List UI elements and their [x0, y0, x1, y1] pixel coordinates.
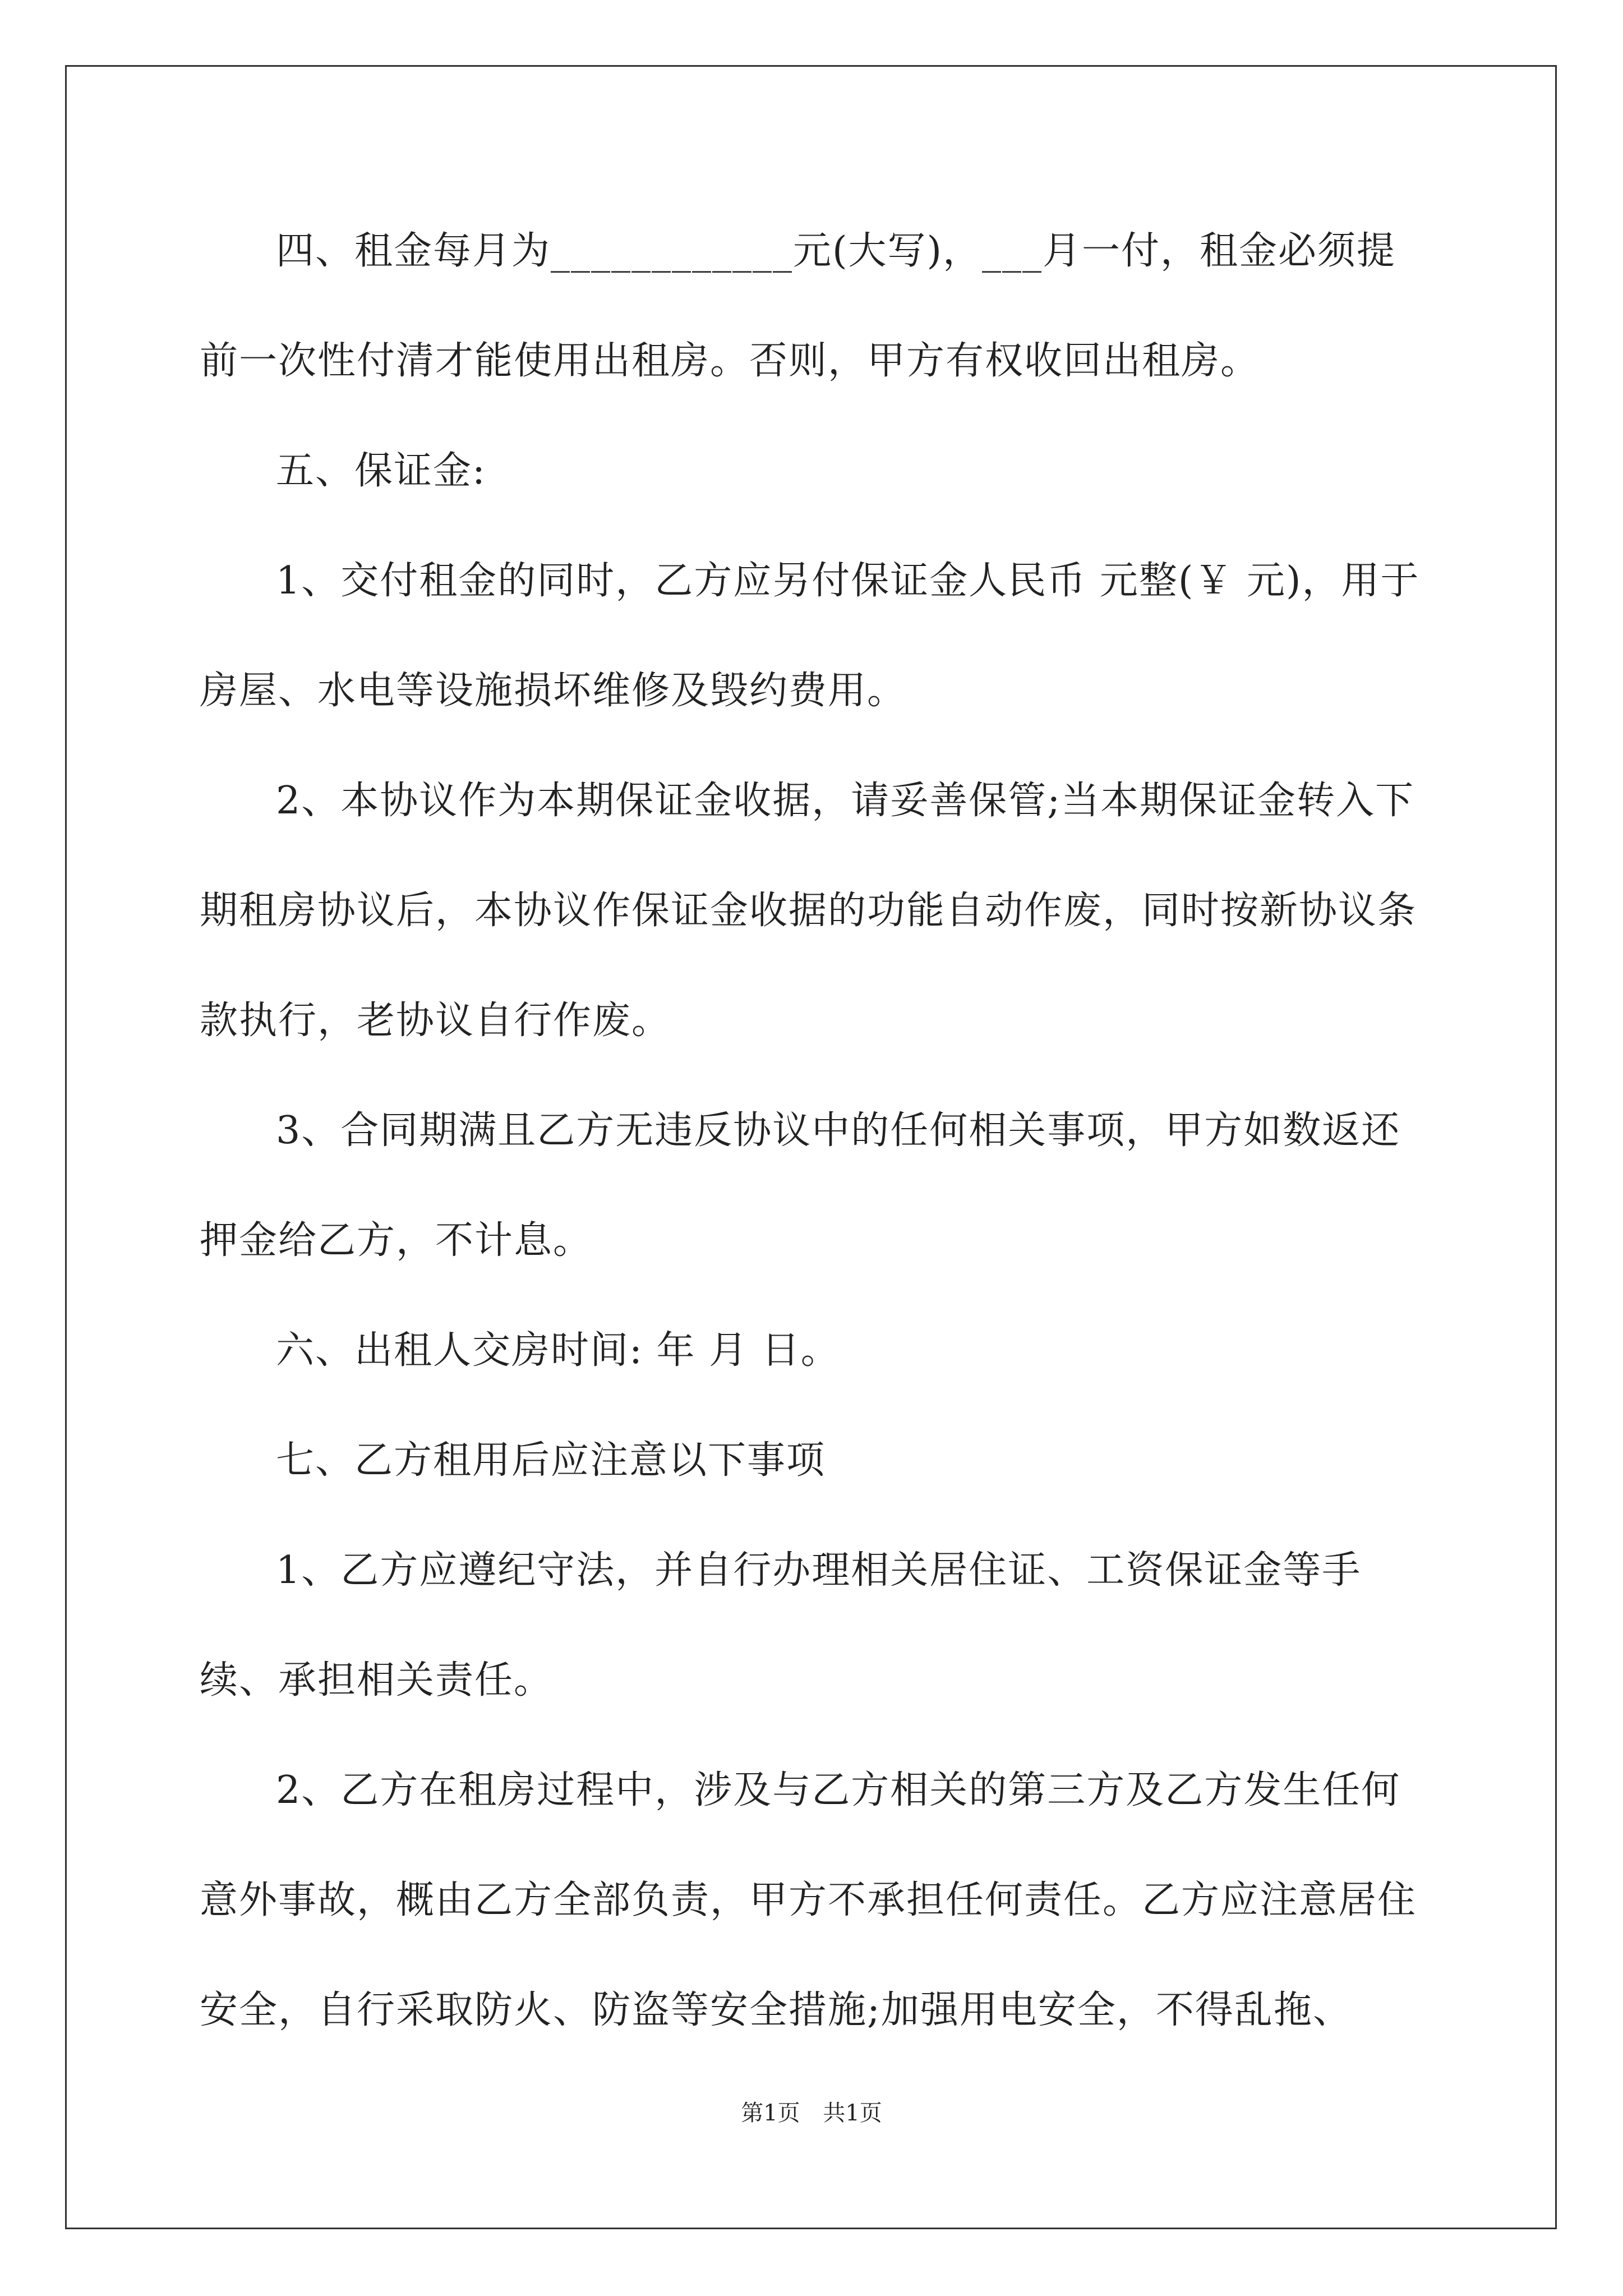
document-body [200, 196, 1428, 2065]
paragraph-tenant-notes-heading: 七、乙方租用后应注意以下事项 [276, 1438, 826, 1483]
paragraph-rent-amount: 四、租金每月为____________元(大写)，___月一付，租金必须提前一次性付清才能使用出租房。否则，甲方有权收回出租房。 [200, 229, 1396, 383]
paragraph-deposit-heading: 五、保证金: [276, 449, 486, 493]
paragraph-deposit-clause-3: 3、合同期满且乙方无违反协议中的任何相关事项，甲方如数返还押金给乙方，不计息。 [200, 1108, 1401, 1263]
paragraph-tenant-note-1: 1、乙方应遵纪守法，并自行办理相关居住证、工资保证金等手续、承担相关责任。 [200, 1548, 1362, 1703]
paragraph-deposit-clause-1: 1、交付租金的同时，乙方应另付保证金人民币 元整(￥ 元)，用于房屋、水电等设施损坏维修及毁约费用。 [200, 559, 1420, 713]
paragraph-deposit-clause-2: 2、本协议作为本期保证金收据，请妥善保管;当本期保证金转入下期租房协议后，本协议作保证金收据的功能自动作废，同时按新协议条款执行，老协议自行作废。 [200, 779, 1417, 1043]
page-footer [0, 2095, 1623, 2127]
paragraph-handover-date: 六、出租人交房时间: 年 月 日。 [276, 1328, 840, 1373]
page-total: 共1页 [823, 2100, 882, 2126]
paragraph-tenant-note-2: 2、乙方在租房过程中，涉及与乙方相关的第三方及乙方发生任何意外事故，概由乙方全部负责，甲方不承担任何责任。乙方应注意居住安全，自行采取防火、防盗等安全措施;加强用电安全，不得乱拖、 [200, 1768, 1417, 2032]
page-number: 第1页 [741, 2100, 800, 2126]
